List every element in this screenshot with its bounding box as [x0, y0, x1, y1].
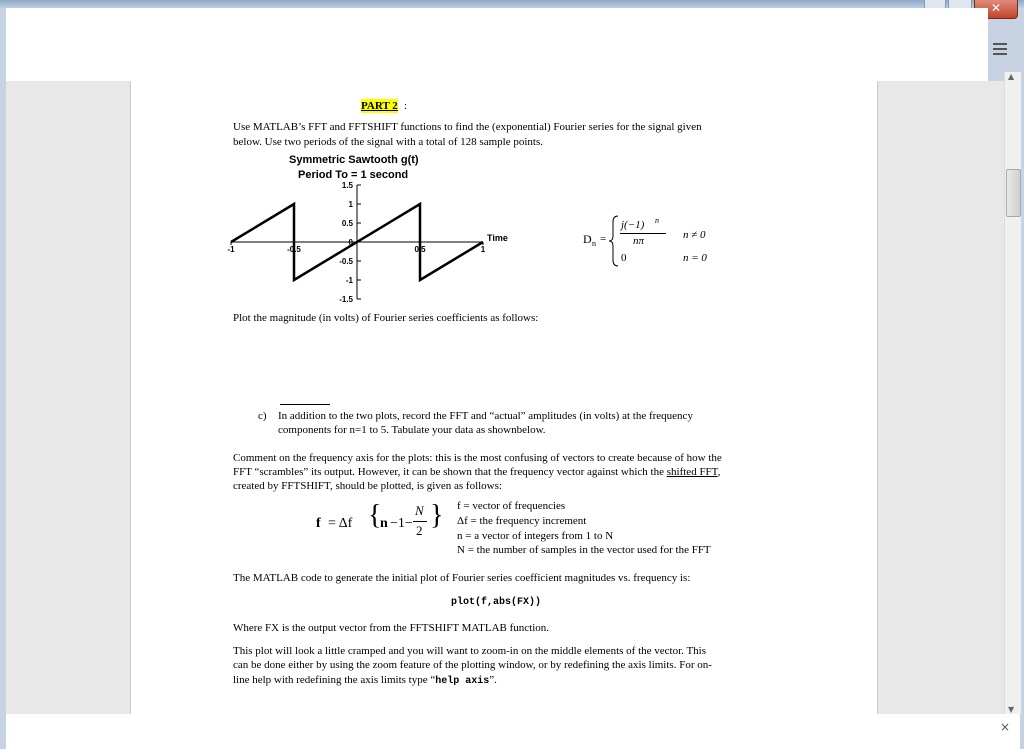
item-c-line-2: components for n=1 to 5. Tabulate your data as shownbelow.: [278, 424, 546, 436]
y-tick-label: 1.5: [341, 181, 353, 190]
intro-line-2: below. Use two periods of the signal with a total of 128 sample points.: [233, 136, 543, 148]
code-snippet: plot(f,abs(FX)): [451, 597, 542, 608]
dn-zero: 0: [621, 252, 627, 264]
dn-denominator: nπ: [633, 235, 645, 247]
x-axis-label: Time: [487, 233, 508, 243]
definition-n: n = a vector of integers from 1 to N: [457, 530, 614, 542]
zoom-line-3-text: line help with redefining the axis limits type “: [233, 674, 436, 686]
scroll-down-icon[interactable]: ▼: [1008, 705, 1015, 714]
plot-instruction: Plot the magnitude (in volts) of Fourier series coefficients as follows:: [233, 312, 539, 324]
window-close-button[interactable]: ✕: [974, 0, 1018, 19]
freq-numerator: N: [415, 503, 424, 518]
y-tick-label: 0: [348, 238, 353, 247]
freq-close-brace: }: [430, 500, 444, 531]
freq-n: n: [380, 516, 388, 531]
dn-formula: [583, 214, 733, 268]
item-c-label: c): [258, 410, 267, 422]
y-tick-label: -1: [345, 276, 353, 285]
scroll-up-icon[interactable]: ▲: [1008, 72, 1015, 81]
window-frame: [0, 0, 1024, 8]
freq-fraction-bar: [413, 521, 427, 522]
comment-line-1: Comment on the frequency axis for the plots: this is the most confusing of vectors to create because of how the: [233, 452, 722, 464]
chart-subtitle: Period To = 1 second: [298, 169, 409, 181]
document-page: [131, 81, 877, 714]
matlab-intro: The MATLAB code to generate the initial plot of Fourier series coefficient magnitudes vs. frequency is:: [233, 572, 691, 584]
freq-lhs: f: [316, 516, 321, 531]
freq-minus: −1−: [390, 516, 413, 531]
comment-line-2-text: FFT “scrambles” its output. However, it can be shown that the frequency vector against which the: [233, 466, 664, 478]
x-tick-label: 1: [480, 245, 486, 254]
scroll-thumb[interactable]: [1006, 169, 1021, 217]
bottom-bar: [6, 714, 1020, 749]
comment-line-2: FFT “scrambles” its output. However, it can be shown that the frequency vector against which the shifted FFT,: [233, 466, 721, 478]
brace-icon: [608, 214, 620, 268]
document-viewer[interactable]: [6, 81, 1004, 714]
shifted-fft-link: shifted FFT: [666, 466, 718, 478]
dn-lhs: D: [583, 232, 592, 246]
zoom-line-1: This plot will look a little cramped and you will want to zoom-in on the middle elements of the vector. This: [233, 645, 707, 657]
freq-delta: = Δf: [328, 516, 353, 531]
part-label: PART 2: [361, 100, 398, 112]
y-tick-label: -0.5: [339, 257, 353, 266]
dn-exponent: n: [655, 216, 659, 225]
zoom-line-3: [233, 673, 497, 689]
part-colon: :: [404, 100, 408, 112]
help-axis-code: help axis: [435, 676, 490, 687]
definition-delta-f: Δf = the frequency increment: [457, 515, 587, 527]
y-tick-label: 1: [348, 200, 353, 209]
where-fx: Where FX is the output vector from the FFTSHIFT MATLAB function.: [233, 622, 550, 634]
toolbar-area: [6, 8, 988, 81]
freq-open-brace: {: [368, 500, 382, 531]
comment-line-3: created by FFTSHIFT, should be plotted, is given as follows:: [233, 480, 502, 492]
dn-condition-1: n ≠ 0: [683, 229, 706, 241]
sawtooth-chart: [221, 181, 531, 306]
definition-f: f = vector of frequencies: [457, 500, 566, 512]
y-tick-label: 0.5: [341, 219, 353, 228]
vertical-scrollbar[interactable]: [1004, 72, 1021, 714]
x-tick-label: -0.5: [287, 245, 301, 254]
dn-condition-2: n = 0: [683, 252, 707, 264]
dn-numerator: j(−1): [621, 219, 645, 231]
dn-equals: =: [600, 233, 607, 245]
x-tick-label: 0.5: [414, 245, 426, 254]
y-tick-label: -1.5: [339, 295, 353, 304]
x-tick-label: -1: [227, 245, 235, 254]
frequency-formula: [316, 499, 446, 549]
close-icon[interactable]: ×: [1000, 720, 1011, 734]
chart-title: Symmetric Sawtooth g(t): [289, 154, 419, 166]
help-end: ”.: [489, 674, 497, 686]
menu-icon[interactable]: [988, 36, 1012, 64]
definition-N: N = the number of samples in the vector used for the FFT: [457, 544, 711, 556]
item-c-line-1: In addition to the two plots, record the FFT and “actual” amplitudes (in volts) at the frequency: [278, 410, 693, 422]
separator-line: [280, 404, 330, 405]
zoom-line-2: can be done either by using the zoom feature of the plotting window, or by redefining the axis limits. For on-: [233, 659, 712, 671]
dn-subscript: n: [592, 239, 596, 248]
intro-line-1: Use MATLAB’s FFT and FFTSHIFT functions to find the (exponential) Fourier series for the signal given: [233, 121, 702, 133]
hamburger-icon: [993, 43, 1007, 55]
freq-denominator: 2: [416, 523, 423, 538]
